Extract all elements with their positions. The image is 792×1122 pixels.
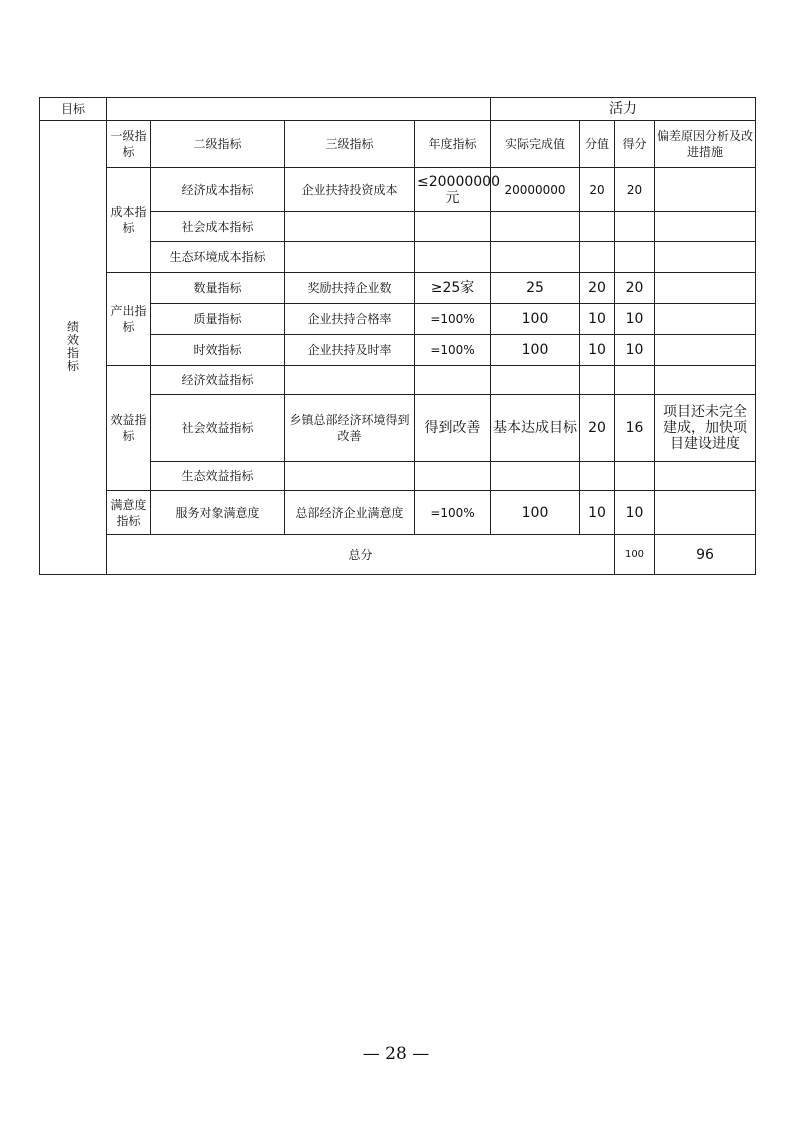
column-header-row xyxy=(40,121,756,168)
section-label: 绩效指标 xyxy=(66,320,79,373)
got-cell: 20 xyxy=(615,168,655,212)
note-cell: 项目还未完全建成，加快项目建设进度 xyxy=(655,395,756,462)
level2-cell: 社会效益指标 xyxy=(151,395,285,462)
level2-cell: 经济成本指标 xyxy=(151,168,285,212)
target-value xyxy=(107,98,491,121)
got-cell xyxy=(615,462,655,491)
actual-cell xyxy=(491,242,580,273)
note-cell xyxy=(655,168,756,212)
level2-cell: 服务对象满意度 xyxy=(151,491,285,535)
level2-cell: 时效指标 xyxy=(151,335,285,366)
level3-cell xyxy=(285,212,415,242)
table-row xyxy=(40,168,756,212)
score-cell: 20 xyxy=(580,273,615,304)
col-score-got: 得分 xyxy=(615,121,655,168)
col-annual-target: 年度指标 xyxy=(415,121,491,168)
vitality-label: 活力 xyxy=(491,98,756,121)
score-cell: 10 xyxy=(580,304,615,335)
actual-cell xyxy=(491,462,580,491)
note-cell xyxy=(655,366,756,395)
target-cell xyxy=(415,212,491,242)
col-level3: 三级指标 xyxy=(285,121,415,168)
level2-cell: 生态效益指标 xyxy=(151,462,285,491)
score-cell xyxy=(580,242,615,273)
total-row xyxy=(40,535,756,575)
level3-cell: 企业扶持及时率 xyxy=(285,335,415,366)
level2-cell: 社会成本指标 xyxy=(151,212,285,242)
level3-cell xyxy=(285,462,415,491)
note-cell xyxy=(655,304,756,335)
col-score-value: 分值 xyxy=(580,121,615,168)
got-cell xyxy=(615,212,655,242)
col-level1: 一级指标 xyxy=(107,121,151,168)
level3-cell: 奖励扶持企业数 xyxy=(285,273,415,304)
target-cell: ≥25家 xyxy=(415,273,491,304)
level3-cell: 企业扶持投资成本 xyxy=(285,168,415,212)
note-cell xyxy=(655,335,756,366)
note-cell xyxy=(655,242,756,273)
level2-cell: 质量指标 xyxy=(151,304,285,335)
target-cell: 得到改善 xyxy=(415,395,491,462)
level2-cell: 数量指标 xyxy=(151,273,285,304)
got-cell xyxy=(615,366,655,395)
table-row xyxy=(40,366,756,395)
got-cell: 16 xyxy=(615,395,655,462)
actual-cell: 基本达成目标 xyxy=(491,395,580,462)
actual-cell: 100 xyxy=(491,304,580,335)
col-actual: 实际完成值 xyxy=(491,121,580,168)
note-cell xyxy=(655,491,756,535)
target-cell: =100% xyxy=(415,335,491,366)
total-label: 总分 xyxy=(107,535,615,575)
group-label-benefit: 效益指标 xyxy=(107,366,151,491)
note-cell xyxy=(655,212,756,242)
table-row xyxy=(40,273,756,304)
actual-cell: 20000000 xyxy=(491,168,580,212)
got-cell: 10 xyxy=(615,335,655,366)
actual-cell: 100 xyxy=(491,335,580,366)
target-cell: ≤20000000元 xyxy=(415,168,491,212)
target-cell: =100% xyxy=(415,491,491,535)
got-cell: 10 xyxy=(615,304,655,335)
total-got: 96 xyxy=(655,535,756,575)
note-cell xyxy=(655,273,756,304)
col-deviation: 偏差原因分析及改进措施 xyxy=(655,121,756,168)
performance-table xyxy=(39,97,756,575)
score-cell xyxy=(580,366,615,395)
level3-cell: 企业扶持合格率 xyxy=(285,304,415,335)
level2-cell: 经济效益指标 xyxy=(151,366,285,395)
note-cell xyxy=(655,462,756,491)
total-score: 100 xyxy=(615,535,655,575)
table-row xyxy=(40,491,756,535)
actual-cell xyxy=(491,366,580,395)
score-cell: 20 xyxy=(580,395,615,462)
target-cell: =100% xyxy=(415,304,491,335)
got-cell xyxy=(615,242,655,273)
group-label-cost: 成本指标 xyxy=(107,168,151,273)
got-cell: 20 xyxy=(615,273,655,304)
level3-cell: 乡镇总部经济环境得到改善 xyxy=(285,395,415,462)
actual-cell: 25 xyxy=(491,273,580,304)
level3-cell xyxy=(285,366,415,395)
actual-cell xyxy=(491,212,580,242)
level2-cell: 生态环境成本指标 xyxy=(151,242,285,273)
score-cell: 10 xyxy=(580,491,615,535)
level3-cell: 总部经济企业满意度 xyxy=(285,491,415,535)
score-cell xyxy=(580,462,615,491)
group-label-satisfaction: 满意度指标 xyxy=(107,491,151,535)
target-cell xyxy=(415,242,491,273)
score-cell: 20 xyxy=(580,168,615,212)
col-level2: 二级指标 xyxy=(151,121,285,168)
score-cell: 10 xyxy=(580,335,615,366)
got-cell: 10 xyxy=(615,491,655,535)
group-label-output: 产出指标 xyxy=(107,273,151,366)
target-label: 目标 xyxy=(40,98,107,121)
section-label-cell xyxy=(40,121,107,575)
page-number: — 28 — xyxy=(362,1044,430,1064)
target-row xyxy=(40,98,756,121)
target-cell xyxy=(415,366,491,395)
score-cell xyxy=(580,212,615,242)
level3-cell xyxy=(285,242,415,273)
actual-cell: 100 xyxy=(491,491,580,535)
target-cell xyxy=(415,462,491,491)
